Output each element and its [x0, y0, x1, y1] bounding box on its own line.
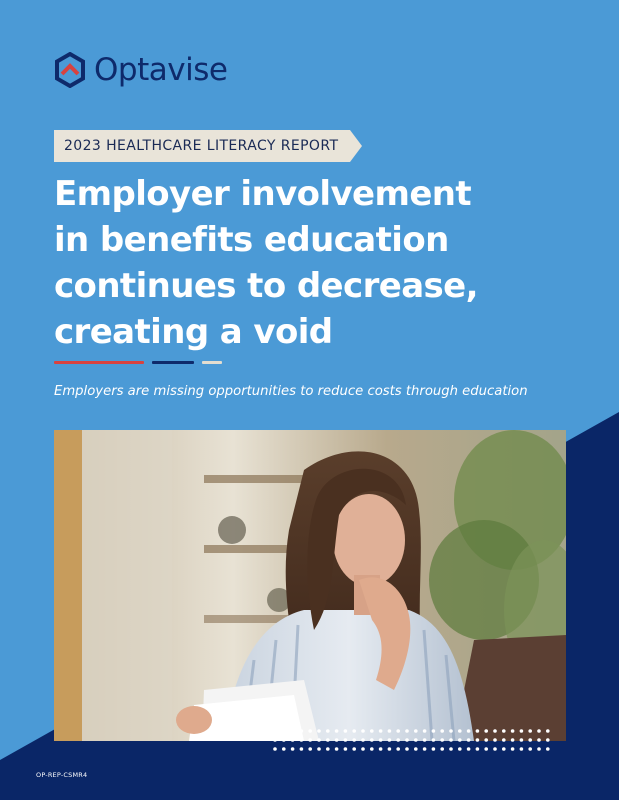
- decor-dot: [326, 729, 330, 733]
- accent-line-red: [54, 361, 144, 364]
- decor-dot: [528, 738, 532, 742]
- decor-dot: [537, 747, 541, 751]
- accent-line-navy: [152, 361, 194, 364]
- decor-dot: [308, 738, 312, 742]
- decor-dot: [379, 729, 383, 733]
- decor-dot: [317, 729, 321, 733]
- decor-dot: [273, 738, 277, 742]
- decor-dot: [361, 747, 365, 751]
- dot-grid-decoration: [272, 728, 554, 758]
- decor-dot: [291, 738, 295, 742]
- decor-dot: [511, 747, 515, 751]
- decor-dot: [423, 747, 427, 751]
- decor-dot: [458, 738, 462, 742]
- decor-dot: [344, 729, 348, 733]
- decor-dot: [326, 738, 330, 742]
- headline-line: Employer involvement: [54, 174, 472, 214]
- decor-dot: [352, 729, 356, 733]
- decor-dot: [414, 729, 418, 733]
- decor-dot: [370, 747, 374, 751]
- decor-dot: [520, 729, 524, 733]
- headline-line: creating a void: [54, 312, 333, 352]
- decor-dot: [476, 729, 480, 733]
- decor-dot: [458, 747, 462, 751]
- decor-dot: [423, 729, 427, 733]
- decor-dot: [449, 738, 453, 742]
- headline-line: in benefits education: [54, 220, 449, 260]
- decor-dot: [440, 747, 444, 751]
- decor-dot: [467, 747, 471, 751]
- decor-dot: [484, 729, 488, 733]
- decor-dot: [396, 729, 400, 733]
- decor-dot: [300, 738, 304, 742]
- decor-dot: [405, 738, 409, 742]
- decor-dot: [379, 747, 383, 751]
- decor-dot: [379, 738, 383, 742]
- decor-dot: [335, 747, 339, 751]
- decor-dot: [370, 729, 374, 733]
- decor-dot: [352, 747, 356, 751]
- decor-dot: [352, 738, 356, 742]
- page-title: [54, 171, 574, 355]
- decor-dot: [493, 738, 497, 742]
- headline-line: continues to decrease,: [54, 266, 478, 306]
- decor-dot: [291, 747, 295, 751]
- decor-dot: [282, 747, 286, 751]
- decor-dot: [449, 747, 453, 751]
- woman-reading-document-photo: [54, 430, 566, 741]
- decor-dot: [308, 747, 312, 751]
- decor-dot: [511, 738, 515, 742]
- hexagon-chevron-logo-icon: [54, 52, 86, 88]
- decor-dot: [458, 729, 462, 733]
- decor-dot: [326, 747, 330, 751]
- brand-name: Optavise: [94, 52, 228, 88]
- decor-dot: [344, 747, 348, 751]
- decor-dot: [423, 738, 427, 742]
- decor-dot: [484, 738, 488, 742]
- decor-dot: [388, 729, 392, 733]
- decor-dot: [493, 747, 497, 751]
- decor-dot: [502, 747, 506, 751]
- decor-dot: [467, 729, 471, 733]
- decor-dot: [370, 738, 374, 742]
- decor-dot: [432, 729, 436, 733]
- decor-dot: [440, 738, 444, 742]
- decor-dot: [317, 747, 321, 751]
- decor-dot: [317, 738, 321, 742]
- decor-dot: [520, 738, 524, 742]
- decor-dot: [520, 747, 524, 751]
- decor-dot: [537, 738, 541, 742]
- decor-dot: [528, 729, 532, 733]
- decor-dot: [388, 747, 392, 751]
- decor-dot: [493, 729, 497, 733]
- report-label: 2023 HEALTHCARE LITERACY REPORT: [64, 138, 339, 154]
- decor-dot: [432, 738, 436, 742]
- decor-dot: [502, 729, 506, 733]
- decor-dot: [537, 729, 541, 733]
- decor-dot: [502, 738, 506, 742]
- decor-dot: [300, 747, 304, 751]
- decor-dot: [511, 729, 515, 733]
- decor-dot: [361, 729, 365, 733]
- decor-dot: [405, 747, 409, 751]
- decor-dot: [476, 738, 480, 742]
- decor-dot: [396, 747, 400, 751]
- decor-dot: [396, 738, 400, 742]
- decor-dot: [335, 729, 339, 733]
- decor-dot: [449, 729, 453, 733]
- decor-dot: [546, 738, 550, 742]
- decor-dot: [476, 747, 480, 751]
- decor-dot: [546, 747, 550, 751]
- decor-dot: [405, 729, 409, 733]
- decor-dot: [440, 729, 444, 733]
- accent-line-light: [202, 361, 222, 364]
- document-code: OP-REP-CSMR4: [36, 771, 88, 779]
- decor-dot: [432, 747, 436, 751]
- decor-dot: [546, 729, 550, 733]
- decor-dot: [361, 738, 365, 742]
- decor-dot: [414, 747, 418, 751]
- decor-dot: [335, 738, 339, 742]
- decor-dot: [300, 729, 304, 733]
- decor-dot: [344, 738, 348, 742]
- decor-dot: [467, 738, 471, 742]
- decor-dot: [282, 729, 286, 733]
- decor-dot: [414, 738, 418, 742]
- brand-logo: [54, 52, 227, 88]
- decor-dot: [291, 729, 295, 733]
- decor-dot: [528, 747, 532, 751]
- report-label-banner: [54, 130, 362, 162]
- decor-dot: [282, 738, 286, 742]
- decor-dot: [388, 738, 392, 742]
- subtitle: Employers are missing opportunities to reduce costs through education: [54, 384, 528, 399]
- decor-dot: [308, 729, 312, 733]
- decor-dot: [273, 729, 277, 733]
- decor-dot: [484, 747, 488, 751]
- decor-dot: [273, 747, 277, 751]
